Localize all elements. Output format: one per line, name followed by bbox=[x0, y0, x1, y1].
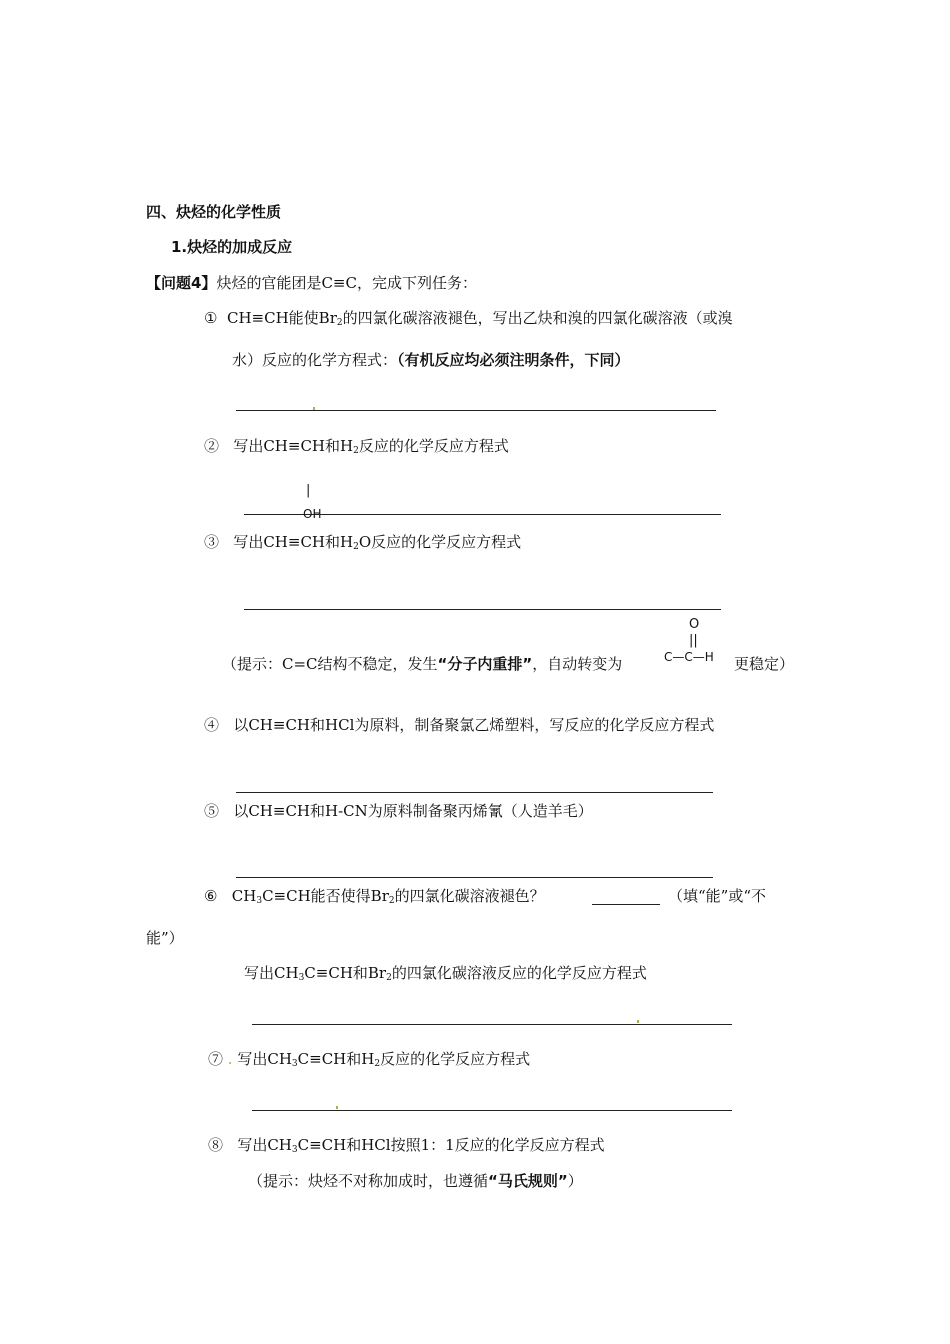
bond-bar: | bbox=[306, 483, 311, 498]
hydroxyl-label: OH bbox=[303, 507, 322, 521]
item-8 bbox=[208, 1138, 605, 1155]
item-6-text-a: CH bbox=[231, 887, 257, 905]
item-8-text-b: C≡CH和HCl按照1：1反应的化学反应方程式 bbox=[297, 1136, 605, 1154]
item-6-continuation: 能”） bbox=[146, 929, 184, 947]
item-6-write-b: C≡CH和Br bbox=[304, 964, 387, 982]
item-3-sub: 2 bbox=[353, 542, 359, 552]
item-2-text-a: 写出CH≡CH和H bbox=[233, 437, 354, 455]
item-8-number: ⑧ bbox=[208, 1136, 224, 1154]
item-6-text-d: （填“能”或“不 bbox=[668, 887, 767, 905]
carbonyl-oxygen: O bbox=[689, 617, 700, 632]
item-7-text-c: 反应的化学反应方程式 bbox=[380, 1050, 531, 1068]
question-text: 炔烃的官能团是C≡C，完成下列任务： bbox=[216, 274, 477, 292]
item-2-number: ② bbox=[204, 437, 220, 455]
item-8-text-a: 写出CH bbox=[237, 1136, 292, 1154]
item-2 bbox=[204, 439, 509, 456]
item-7-number: ⑦ bbox=[208, 1050, 224, 1068]
item-6-write-sub-1: 3 bbox=[298, 973, 305, 983]
item-4-text: 以CH≡CH和HCl为原料，制备聚氯乙烯塑料，写反应的化学反应方程式 bbox=[233, 716, 715, 734]
item-1-text-c: 水）反应的化学方程式： bbox=[232, 351, 398, 369]
item-5 bbox=[204, 804, 593, 819]
fill-blank-6[interactable] bbox=[592, 904, 660, 905]
mark-dot bbox=[637, 1020, 639, 1023]
item-6 bbox=[204, 889, 545, 906]
item-1-line2 bbox=[232, 353, 630, 368]
answer-line-6[interactable] bbox=[252, 1024, 732, 1025]
hint-2 bbox=[248, 1174, 583, 1189]
item-1-number: ① bbox=[204, 309, 218, 327]
item-3-text-b: O反应的化学反应方程式 bbox=[358, 533, 522, 551]
question-4 bbox=[146, 276, 477, 291]
hint-1-text-c: 更稳定） bbox=[734, 655, 795, 673]
item-5-number: ⑤ bbox=[204, 802, 220, 820]
item-6-text-b: C≡CH能否使得Br bbox=[262, 887, 389, 905]
item-8-sub-1: 3 bbox=[291, 1145, 298, 1155]
item-2-text-b: 反应的化学反应方程式 bbox=[358, 437, 509, 455]
item-6-sub-2: 2 bbox=[388, 896, 395, 906]
item-1-sub: 2 bbox=[336, 318, 343, 328]
item-7-text-a: 写出CH bbox=[237, 1050, 292, 1068]
item-4 bbox=[204, 718, 714, 733]
item-1-text-a: CH≡CH能使Br bbox=[227, 309, 337, 327]
item-1-line1 bbox=[204, 311, 733, 328]
answer-line-7[interactable] bbox=[252, 1110, 732, 1111]
item-6-write-a: 写出CH bbox=[244, 964, 299, 982]
answer-line-4[interactable] bbox=[236, 792, 713, 793]
item-6-sub-1: 3 bbox=[256, 896, 263, 906]
question-label: 【问题4】 bbox=[146, 274, 217, 292]
mark-dot bbox=[336, 1106, 338, 1109]
item-7-text-b: C≡CH和H bbox=[297, 1050, 375, 1068]
carbonyl-double-bond: || bbox=[689, 633, 698, 648]
item-6-number: ⑥ bbox=[204, 887, 218, 905]
item-3-number: ③ bbox=[204, 533, 220, 551]
item-7-sub-1: 3 bbox=[291, 1059, 298, 1069]
item-6-text-c: 的四氯化碳溶液褪色？ bbox=[394, 887, 545, 905]
hint-1-text-b: ，自动转变为 bbox=[532, 655, 623, 673]
section-subtitle: 1.炔烃的加成反应 bbox=[171, 238, 293, 256]
hint-1-text-a: （提示：C=C结构不稳定，发生 bbox=[222, 655, 438, 673]
answer-line-3[interactable] bbox=[244, 609, 721, 610]
item-3-text-a: 写出CH≡CH和H bbox=[233, 533, 354, 551]
item-5-text: 以CH≡CH和H-CN为原料制备聚丙烯氰（人造羊毛） bbox=[233, 802, 593, 820]
item-4-number: ④ bbox=[204, 716, 220, 734]
answer-line-1[interactable] bbox=[236, 410, 716, 411]
hint-2-text-a: （提示：炔烃不对称加成时，也遵循 bbox=[248, 1172, 489, 1190]
section-title: 四、炔烃的化学性质 bbox=[146, 203, 282, 221]
item-6-write-c: 的四氯化碳溶液反应的化学反应方程式 bbox=[391, 964, 647, 982]
hint-1-emphasis: “分子内重排” bbox=[437, 655, 533, 673]
item-7 bbox=[208, 1052, 530, 1069]
item-2-sub: 2 bbox=[353, 446, 359, 456]
item-6-write bbox=[244, 966, 647, 983]
mark-dot: . bbox=[227, 1050, 233, 1068]
item-3 bbox=[204, 535, 521, 552]
hint-2-text-b: ） bbox=[567, 1172, 583, 1190]
item-1-note: （有机反应均必须注明条件，下同） bbox=[397, 351, 630, 369]
answer-line-5[interactable] bbox=[236, 877, 713, 878]
mark-dot bbox=[313, 407, 315, 410]
hint-1 bbox=[222, 657, 622, 672]
answer-line-2[interactable] bbox=[244, 514, 721, 515]
item-6-write-sub-2: 2 bbox=[386, 973, 392, 983]
aldehyde-chain: C—C—H bbox=[664, 650, 714, 664]
item-7-sub-2: 2 bbox=[374, 1059, 381, 1069]
item-1-text-b: 的四氯化碳溶液褪色，写出乙炔和溴的四氯化碳溶液（或溴 bbox=[342, 309, 733, 327]
hint-2-emphasis: “马氏规则” bbox=[488, 1172, 568, 1190]
